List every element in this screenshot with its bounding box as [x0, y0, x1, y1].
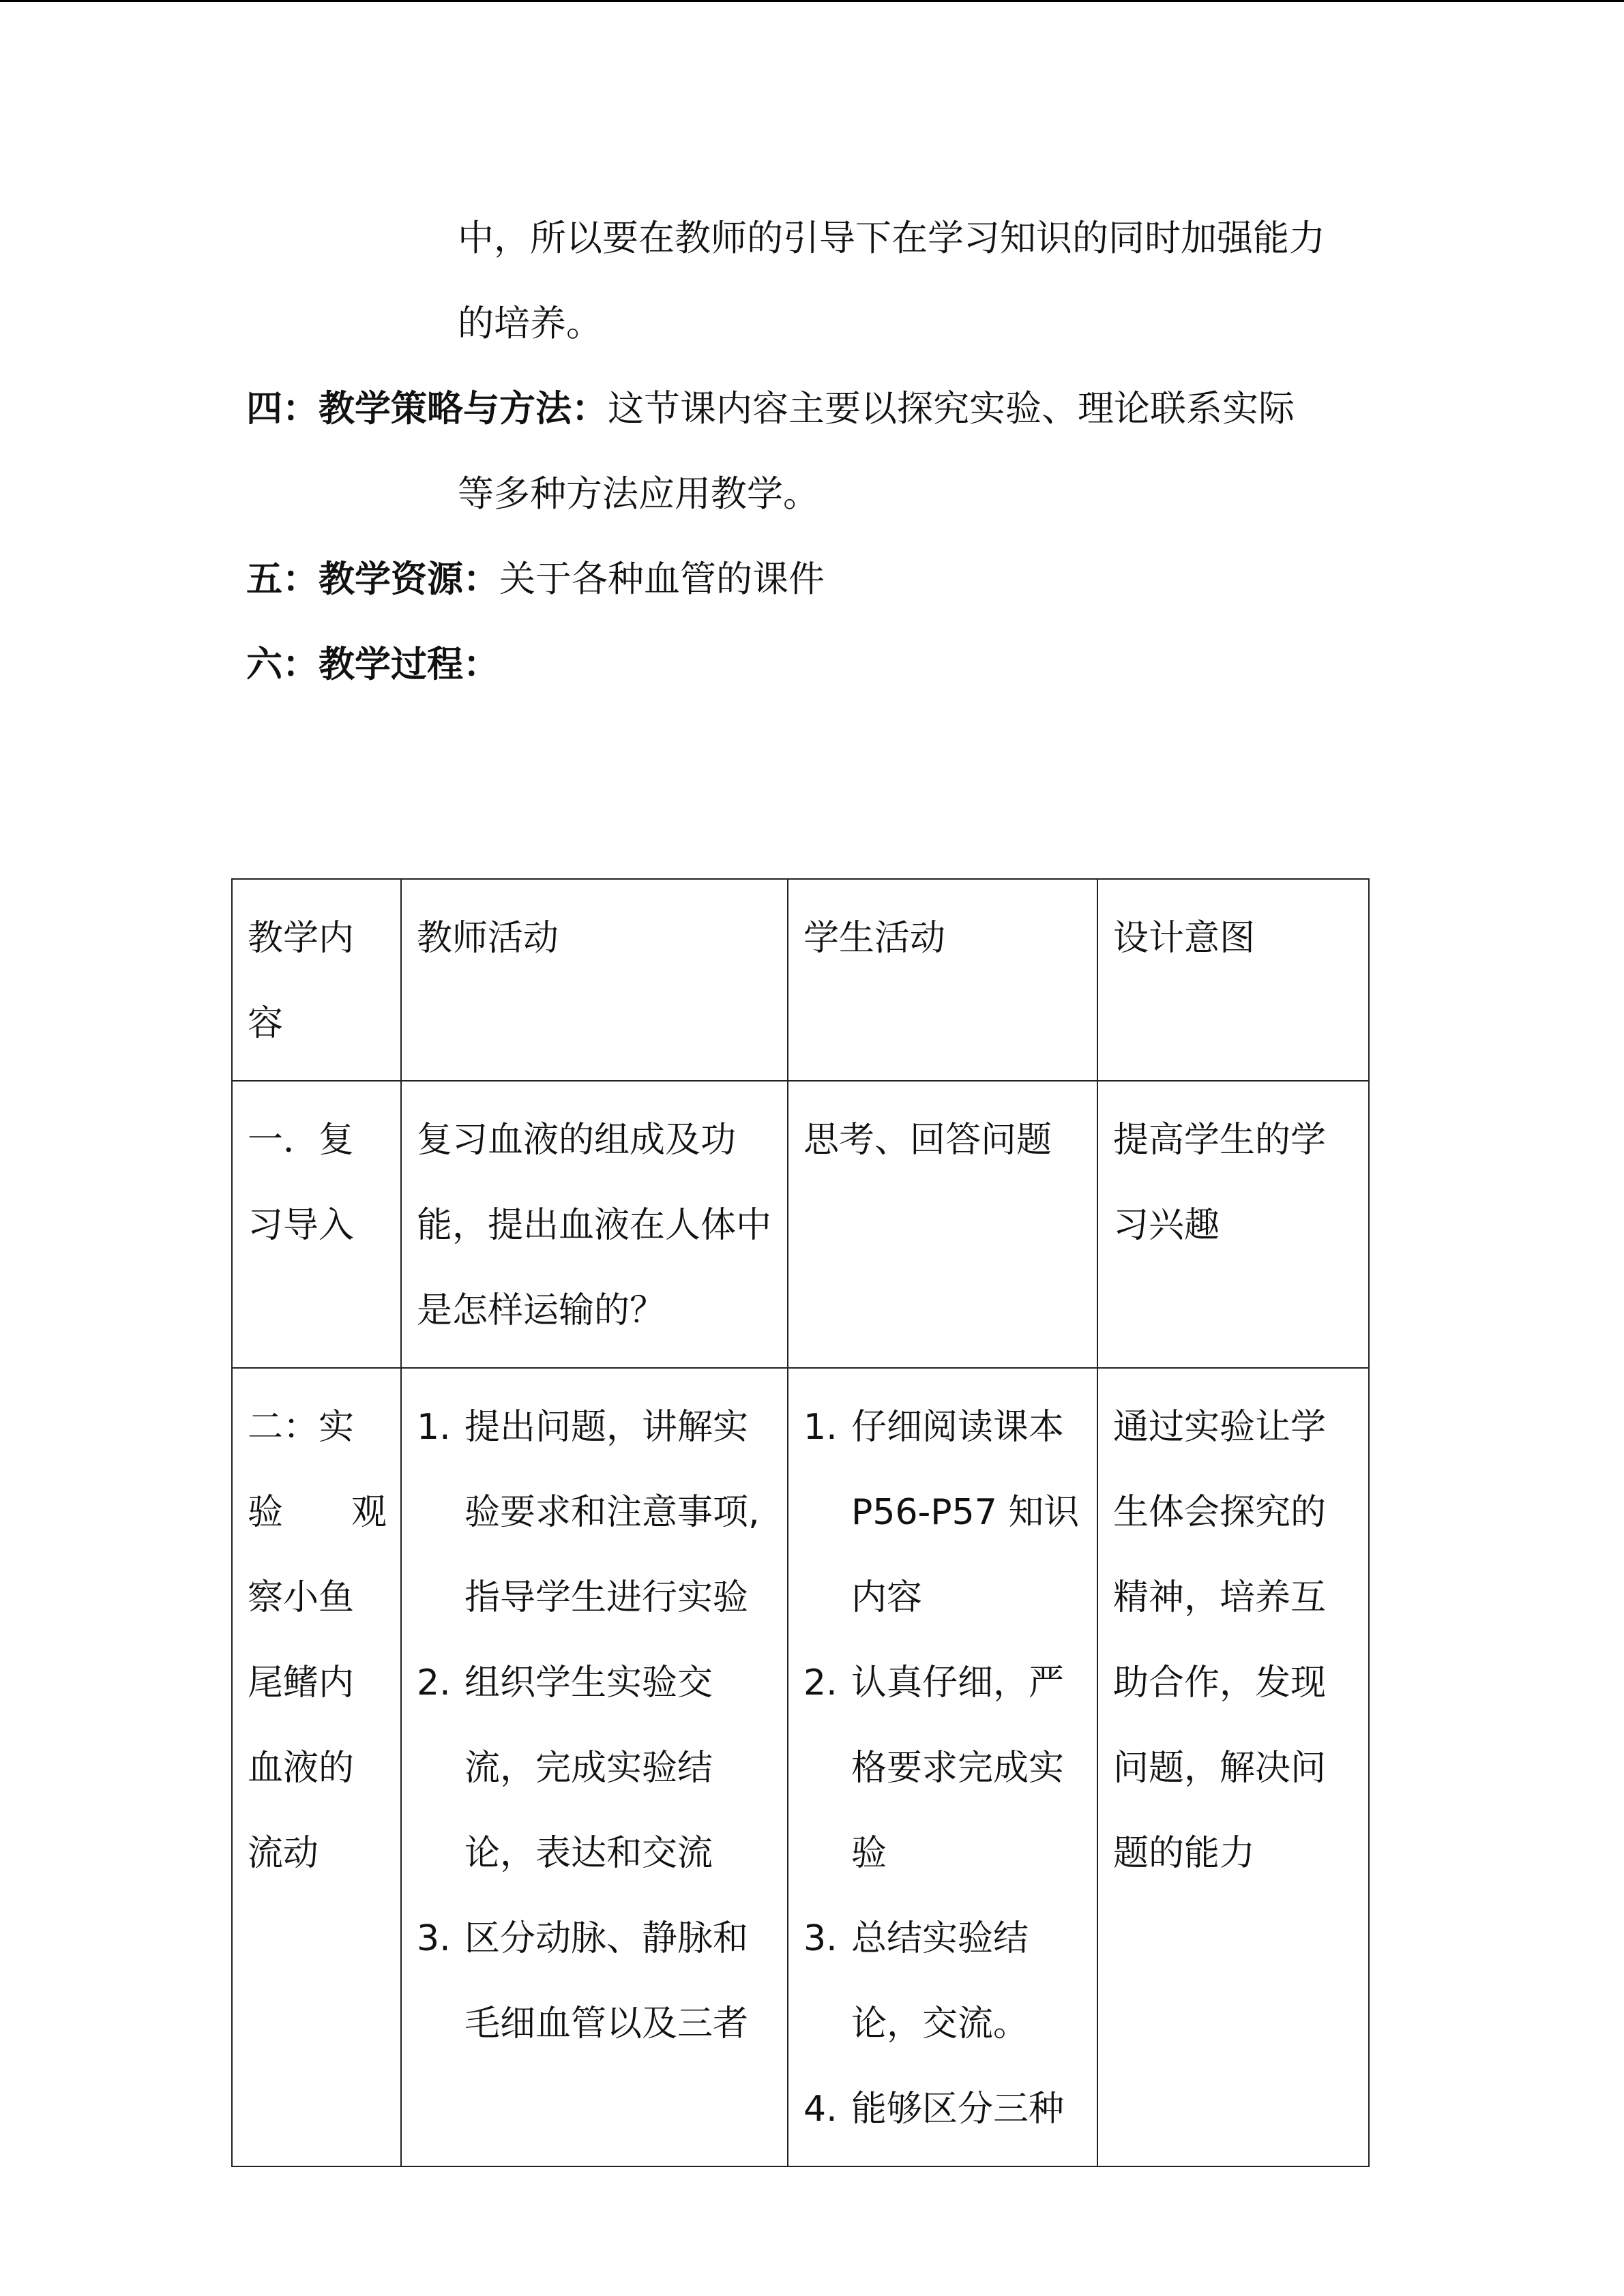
- list-number: 2.: [803, 1663, 838, 1703]
- row2-content-lines: [248, 1385, 387, 1896]
- intro-line-2: 的培养。: [458, 303, 602, 344]
- row1-intent: [1097, 1081, 1369, 1368]
- row2-teacher: [401, 1368, 788, 2166]
- list-item-text: 区分动脉、静脉和毛细血管以及三者: [464, 1918, 749, 2044]
- list-number: 2.: [417, 1663, 451, 1703]
- row1-teacher-text: 复习血液的组成及功能，提出血液在人体中是怎样运输的？: [417, 1120, 772, 1331]
- student-activity-list: [803, 1385, 1083, 2152]
- row2-student: [788, 1368, 1097, 2166]
- intro-line-1: 中，所以要在教师的引导下在学习知识的同时加强能力: [458, 218, 1325, 259]
- teacher-activity-list: [417, 1385, 773, 2067]
- section-strategy: [246, 387, 1295, 431]
- section-resources-text: 关于各种血管的课件: [499, 558, 825, 600]
- section-resources: [246, 558, 825, 601]
- list-item-text: 仔细阅读课本P56-P57 知识内容: [851, 1407, 1080, 1618]
- table-row: [232, 1081, 1369, 1368]
- header-student-text: 学生活动: [803, 918, 946, 959]
- row2-intent-text: 通过实验让学生体会探究的精神，培养互助合作，发现问题，解决问题的能力: [1113, 1407, 1327, 1874]
- row1-content-text: 一．复习导入: [248, 1120, 355, 1246]
- list-item-text: 组织学生实验交流，完成实验结论，表达和交流: [464, 1663, 713, 1874]
- header-content: [232, 879, 401, 1081]
- row1-student: [788, 1081, 1097, 1368]
- row2-content-line: 验 观: [248, 1492, 387, 1533]
- header-content-text: 教学内容: [248, 918, 355, 1044]
- list-number: 1.: [803, 1407, 838, 1448]
- row2-content: [232, 1368, 401, 2166]
- list-item-text: 提出问题，讲解实验要求和注意事项,指导学生进行实验: [464, 1407, 760, 1618]
- header-student: [788, 879, 1097, 1081]
- list-item: [417, 1641, 773, 1896]
- section-process: [246, 643, 499, 687]
- table-header-row: [232, 879, 1369, 1081]
- list-item: [417, 1896, 773, 2067]
- list-item-text: 认真仔细，严格要求完成实验: [851, 1663, 1065, 1874]
- list-number: 3.: [417, 1918, 451, 1959]
- list-number: 1.: [417, 1407, 451, 1448]
- table-row: [232, 1368, 1369, 2166]
- list-item: [803, 2067, 1083, 2152]
- list-item-text: 能够区分三种: [851, 2089, 1065, 2130]
- row1-student-text: 思考、回答问题: [803, 1120, 1052, 1161]
- row2-content-line: 察小鱼: [248, 1577, 355, 1618]
- list-item: [803, 1641, 1083, 1896]
- row2-content-line: 二：实: [248, 1407, 355, 1448]
- row2-intent: [1097, 1368, 1369, 2166]
- section-resources-heading: 五：教学资源：: [246, 558, 499, 600]
- header-intent: [1097, 879, 1369, 1081]
- list-item: [803, 1896, 1083, 2067]
- row1-teacher: [401, 1081, 788, 1368]
- row2-content-line: 尾鳍内: [248, 1663, 355, 1703]
- section-process-heading: 六：教学过程：: [246, 644, 499, 685]
- section-strategy-text: 这节课内容主要以探究实验、理论联系实际: [608, 388, 1295, 430]
- row1-content: [232, 1081, 401, 1368]
- header-intent-text: 设计意图: [1113, 918, 1256, 959]
- section-strategy-heading: 四：教学策略与方法：: [246, 388, 608, 430]
- list-number: 3.: [803, 1918, 838, 1959]
- header-teacher: [401, 879, 788, 1081]
- teaching-process-table: [231, 878, 1370, 2167]
- list-item-text: 总结实验结论，交流。: [851, 1918, 1029, 2044]
- header-teacher-text: 教师活动: [417, 918, 559, 959]
- list-number: 4.: [803, 2089, 838, 2130]
- row2-content-line: 血液的: [248, 1748, 355, 1789]
- list-item: [417, 1385, 773, 1641]
- row1-intent-text: 提高学生的学习兴趣: [1113, 1120, 1327, 1246]
- section-strategy-continuation: 等多种方法应用教学。: [458, 473, 819, 515]
- row2-content-line: 流动: [248, 1833, 319, 1874]
- list-item: [803, 1385, 1083, 1641]
